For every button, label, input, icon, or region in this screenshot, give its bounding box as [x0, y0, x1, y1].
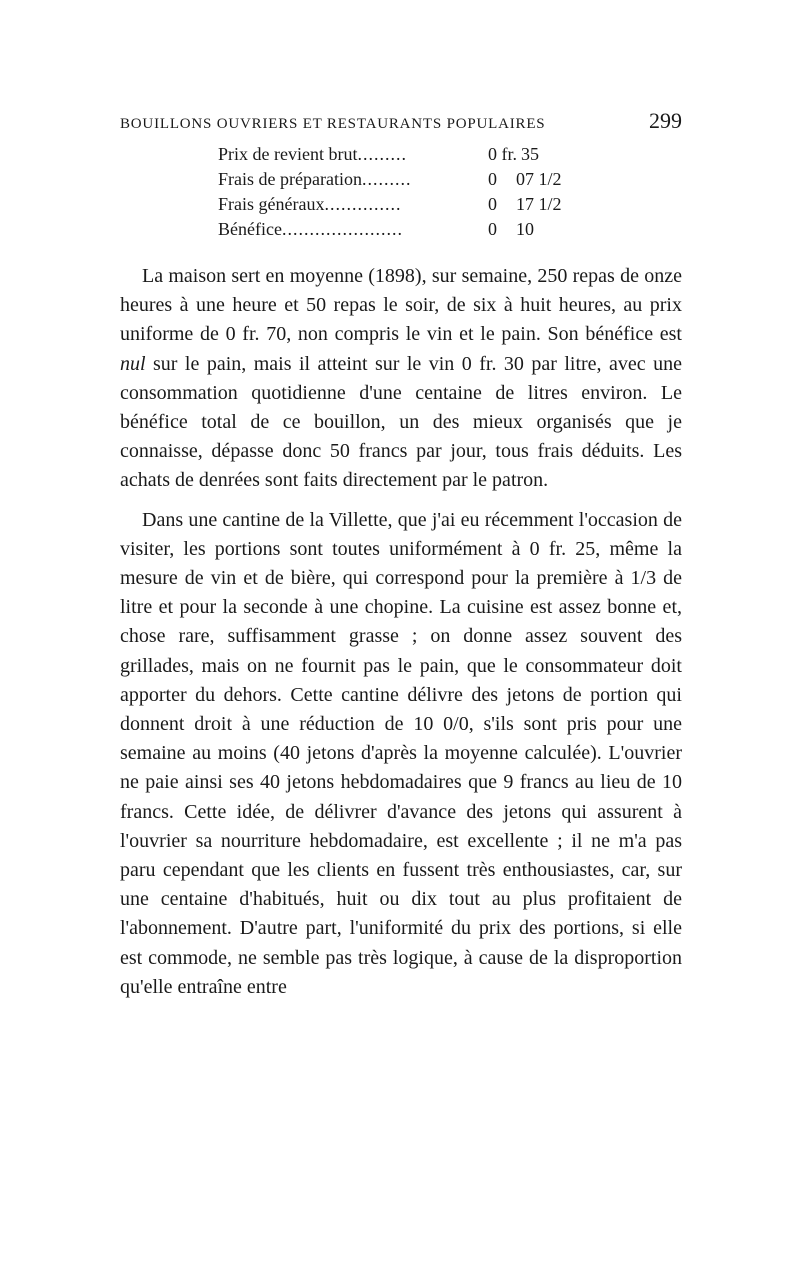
cost-francs: 0	[488, 219, 497, 239]
cost-row-prix-de-revient	[218, 142, 608, 167]
cost-label: Frais de préparation.........	[218, 169, 412, 189]
italic-emphasis: nul	[120, 352, 146, 375]
cost-centimes: 07 1/2	[516, 169, 562, 189]
cost-breakdown-table	[218, 142, 608, 242]
cost-label: Bénéfice......................	[218, 219, 403, 239]
cost-francs: 0	[488, 194, 497, 214]
running-header	[120, 108, 682, 142]
running-title: BOUILLONS OUVRIERS ET RESTAURANTS POPULAIRES	[120, 116, 546, 132]
paragraph-cantine-villette: Dans une cantine de la Villette, que j'ai eu récemment l'occasion de visiter, les portions sont toutes uniformément à 0 fr. 25, même la mesure de vin et de bière, qui correspond pour la première à 1/3 de litre et pour la seconde à une chopine. La cuisine est assez bonne et, chose rare, suffisamment grasse ; on donne assez souvent des grillades, mais on ne fournit pas le pain, que le consommateur doit apporter du dehors. Cette cantine délivre des jetons de portion qui donnent droit à une réduction de 10 0/0, s'ils sont pris pour une semaine au moins (40 jetons d'après la moyenne calculée). L'ouvrier ne paie ainsi ses 40 jetons hebdomadaires que 9 francs au lieu de 10 francs. Cette idée, de délivrer d'avance des jetons qui assurent à l'ouvrier sa nourriture hebdomadaire, est excellente ; il ne m'a pas paru cependant que les clients en fussent très enthousiastes, car, sur une centaine d'habitués, huit ou dix tout au plus profitaient de l'abonnement. D'autre part, l'uniformité du prix des portions, si elle est commode, ne semble pas très logique, à cause de la disproportion qu'elle entraîne entre	[120, 508, 682, 998]
cost-centimes: 10	[516, 219, 534, 239]
cost-row-frais-preparation	[218, 167, 608, 192]
cost-label: Frais généraux..............	[218, 194, 402, 214]
cost-row-benefice	[218, 217, 608, 242]
cost-centimes: 17 1/2	[516, 194, 562, 214]
cost-centimes: 35	[521, 144, 539, 164]
book-page	[120, 108, 682, 1002]
paragraph-bouillon-maison: La maison sert en moyenne (1898), sur semaine, 250 repas de onze heures à une heure et 50 repas le soir, de six à huit heures, au prix uniforme de 0 fr. 70, non compris le vin et le pain. Son bénéfice est nul sur le pain, mais il atteint sur le vin 0 fr. 30 par litre, avec une consommation quotidienne d'une centaine de litres environ. Le bénéfice total de ce bouillon, un des mieux organisés que je connaisse, dépasse donc 50 francs par jour, tous frais déduits. Les achats de denrées sont faits directement par le patron.	[120, 265, 682, 492]
cost-label: Prix de revient brut.........	[218, 144, 407, 164]
cost-row-frais-generaux	[218, 192, 608, 217]
cost-francs: 0 fr.	[488, 144, 517, 164]
cost-francs: 0	[488, 169, 497, 189]
page-number: 299	[649, 108, 682, 133]
